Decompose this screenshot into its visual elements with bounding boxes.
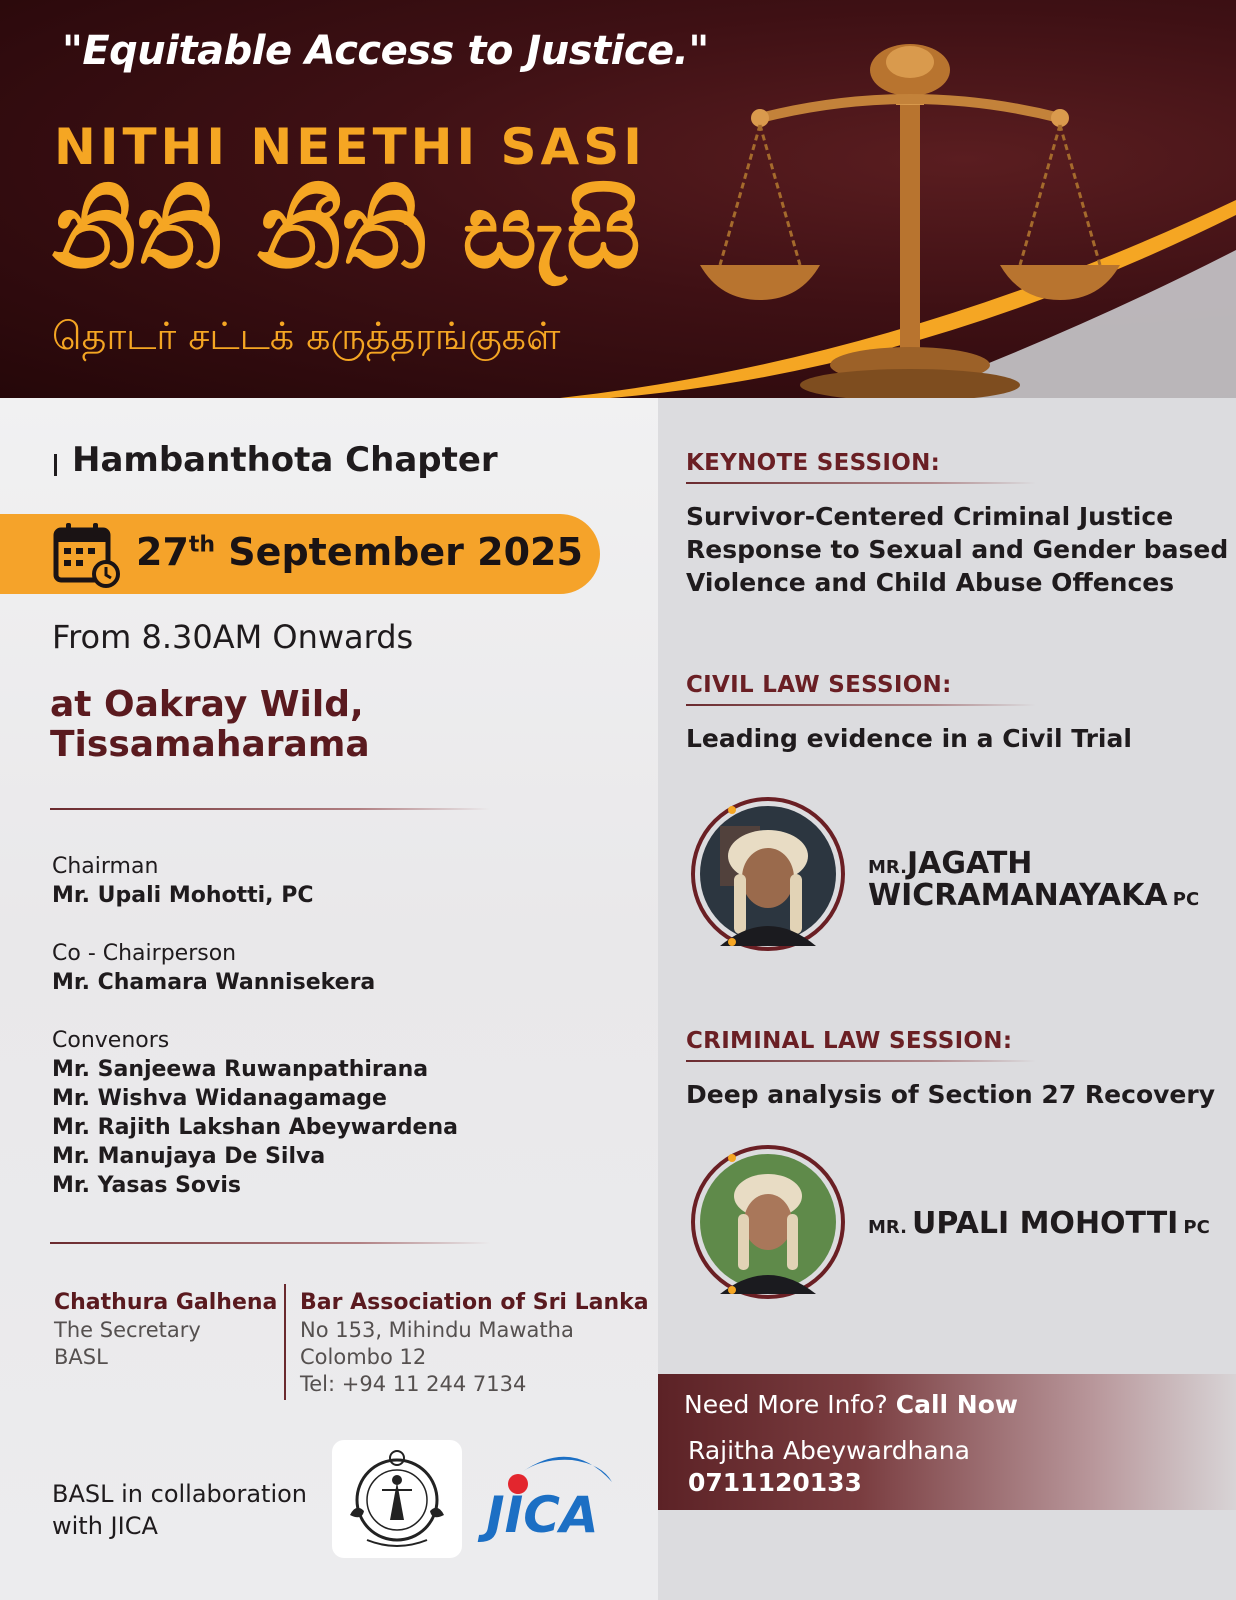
info-contact-name: Rajitha Abeywardhana (688, 1436, 970, 1465)
address-line-2: Colombo 12 (300, 1345, 427, 1369)
cochair-label: Co - Chairperson (52, 941, 237, 966)
convenor-name: Mr. Yasas Sovis (52, 1173, 242, 1198)
speaker-full-name: UPALI MOHOTTI (912, 1206, 1179, 1241)
title-sinhala: නිති නීති සැසි (52, 170, 641, 292)
jica-wordmark: JICA (486, 1486, 599, 1544)
keynote-topic (686, 500, 1228, 599)
date-day: 27 (136, 530, 189, 574)
title-english: NITHI NEETHI SASI (54, 118, 646, 176)
criminal-law-session-heading: CRIMINAL LAW SESSION: (686, 1028, 1013, 1054)
heading-underline (686, 704, 1036, 706)
divider (50, 808, 490, 810)
basl-emblem-icon (332, 1440, 462, 1558)
chairman-label: Chairman (52, 854, 159, 879)
calendar-icon (52, 520, 122, 590)
chapter-marker (54, 454, 57, 476)
civil-law-topic: Leading evidence in a Civil Trial (686, 724, 1132, 753)
speaker-portrait-jagath (690, 796, 846, 952)
basl-logo (332, 1440, 462, 1558)
speaker-prefix: MR. (868, 857, 907, 878)
chapter-title: Hambanthota Chapter (72, 440, 498, 480)
chairman-name: Mr. Upali Mohotti, PC (52, 883, 314, 908)
event-time: From 8.30AM Onwards (52, 618, 414, 656)
speaker-name-jagath (868, 846, 1032, 881)
topic-line: Response to Sexual and Gender based (686, 535, 1229, 564)
convenor-name: Mr. Sanjeewa Ruwanpathirana (52, 1057, 429, 1082)
speaker-first-name: JAGATH (906, 846, 1033, 881)
venue-line-2: Tissamaharama (50, 724, 370, 765)
convenor-name: Mr. Rajith Lakshan Abeywardena (52, 1115, 458, 1140)
header-banner (0, 0, 1236, 398)
telephone: Tel: +94 11 244 7134 (300, 1372, 527, 1396)
convenor-name: Mr. Manujaya De Silva (52, 1144, 326, 1169)
criminal-law-topic: Deep analysis of Section 27 Recovery (686, 1080, 1216, 1109)
info-call-to-action (684, 1390, 1018, 1419)
title-tamil: தொடர் சட்டக் கருத்தரங்குகள் (52, 314, 561, 358)
speaker-name-upali (868, 1206, 1210, 1241)
secretary-role: The Secretary (54, 1318, 201, 1342)
info-question: Need More Info? (684, 1390, 896, 1419)
topic-line: Survivor-Centered Criminal Justice (686, 502, 1174, 531)
collaboration-line-1: BASL in collaboration (52, 1480, 308, 1508)
address-line-1: No 153, Mihindu Mawatha (300, 1318, 574, 1342)
info-contact-phone: 0711120133 (688, 1468, 862, 1497)
collaboration-text (52, 1478, 307, 1542)
civil-law-session-heading: CIVIL LAW SESSION: (686, 672, 952, 698)
secretary-name: Chathura Galhena (54, 1290, 278, 1315)
speaker-suffix: PC (1172, 889, 1200, 910)
org-name: Bar Association of Sri Lanka (300, 1290, 649, 1315)
divider (50, 1242, 490, 1244)
speaker-surname: WICRAMANAYAKA (868, 878, 1168, 913)
heading-underline (686, 1060, 1036, 1062)
scales-of-justice-icon (700, 0, 1236, 398)
collaboration-line-2: with JICA (52, 1512, 158, 1540)
speaker-suffix: PC (1183, 1217, 1210, 1238)
date-suffix: th (188, 532, 216, 558)
speaker-surname-jagath (868, 878, 1199, 913)
jica-logo (482, 1442, 622, 1558)
convenors-label: Convenors (52, 1028, 170, 1053)
venue-line-1: at Oakray Wild, (50, 684, 364, 725)
secretary-org: BASL (54, 1345, 108, 1369)
speaker-prefix: MR. (868, 1217, 907, 1238)
event-date (136, 530, 583, 574)
call-now-label: Call Now (895, 1390, 1018, 1419)
convenor-name: Mr. Wishva Widanagamage (52, 1086, 387, 1111)
date-month-year: September 2025 (215, 530, 583, 574)
topic-line: Violence and Child Abuse Offences (686, 568, 1175, 597)
heading-underline (686, 482, 1036, 484)
speaker-portrait-upali (690, 1144, 846, 1300)
tagline: "Equitable Access to Justice." (62, 28, 709, 74)
vertical-divider (284, 1284, 286, 1400)
cochair-name: Mr. Chamara Wannisekera (52, 970, 376, 995)
keynote-session-heading: KEYNOTE SESSION: (686, 450, 941, 476)
